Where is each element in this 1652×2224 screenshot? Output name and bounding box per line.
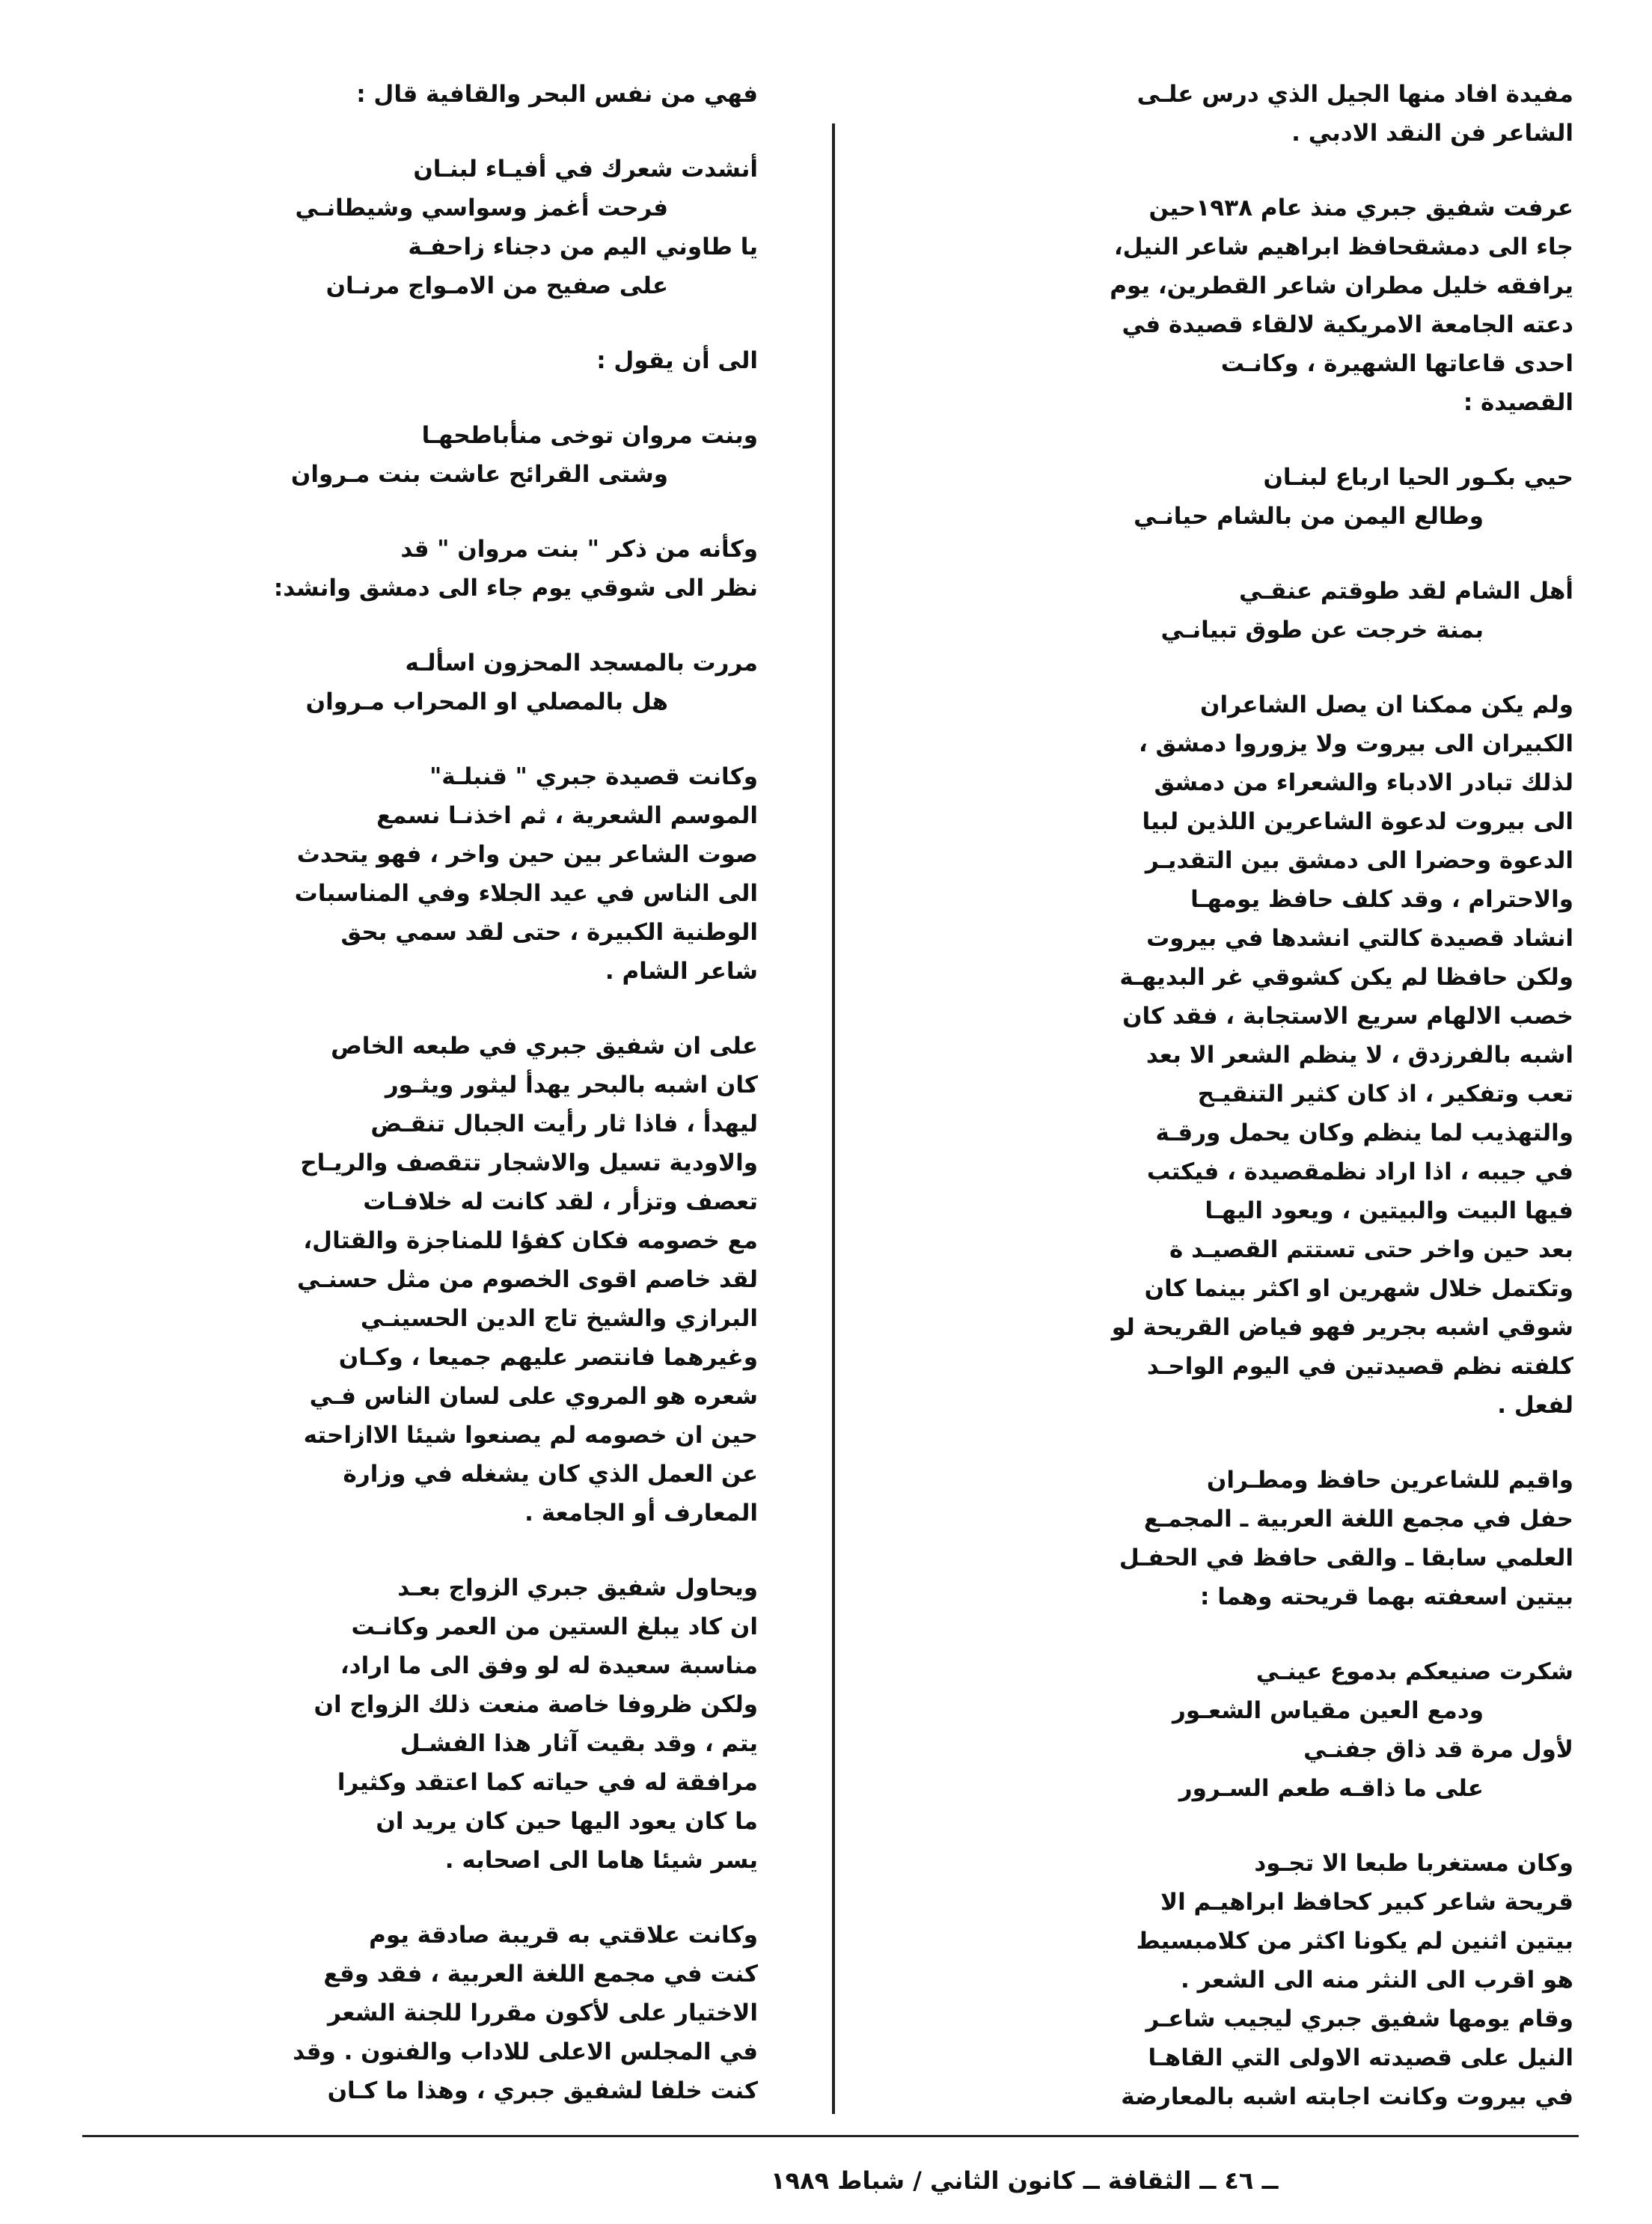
text-line: ان كاد يبلغ الستين من العمر وكانـت [351,1613,758,1640]
text-line: حفل في مجمع اللغة العربية ـ المجمـع [1143,1506,1573,1533]
text-line: كان اشبه بالبحر يهدأ ليثور ويثـور [385,1072,758,1099]
text-line: أنشدت شعرك في أفيـاء لبنـان [413,156,758,183]
text-line: يسر شيئا هاما الى اصحابه . [444,1847,758,1874]
paragraph [900,1844,1573,2116]
text-line: وبنت مروان توخى منأباطحهـا [421,422,758,449]
paragraph [900,1461,1573,1616]
text-line: اشبه بالفرزدق ، لا ينظم الشعر الا بعد [1145,1042,1573,1069]
text-line: على صفيح من الامـواج مرنـان [325,272,668,299]
text-line: وكانت قصيدة جبري " قنبلـة" [429,763,758,790]
text-line: الدعوة وحضرا الى دمشق بين التقديـر [1145,847,1573,874]
text-line: كلفته نظم قصيدتين في اليوم الواحـد [1146,1353,1573,1380]
text-line: ما كان يعود اليها حين كان يريد ان [376,1808,758,1835]
text-line: انشاد قصيدة كالتي انشدها في بيروت [1146,925,1573,952]
footer-rule [82,2135,1579,2137]
text-line: عن العمل الذي كان يشغله في وزارة [343,1461,758,1488]
text-line: بيتين اثنين لم يكونا اكثر من كلامبسيط [1136,1928,1573,1955]
text-line: النيل على قصيدته الاولى التي القاهـا [1148,2044,1573,2071]
text-line: أهل الشام لقد طوقتم عنقـي [1239,578,1573,605]
text-line: فيها البيت والبيتين ، ويعود اليهـا [1205,1197,1573,1224]
text-line: شعره هو المروي على لسان الناس فـي [309,1383,758,1410]
text-line: نظر الى شوقي يوم جاء الى دمشق وانشد: [273,575,758,602]
text-line: شكرت صنيعكم بدموع عينـي [1255,1658,1573,1685]
text-line: بمنة خرجت عن طوق تبيانـي [1160,617,1484,644]
text-line: والاحترام ، وقد كلف حافظ يومهـا [1190,886,1573,913]
text-line: شاعر الشام . [605,958,758,985]
text-line: الى أن يقول : [596,347,758,374]
text-line: هل بالمصلي او المحراب مـروان [305,688,668,715]
text-line: الكبيران الى بيروت ولا يزوروا دمشق ، [1138,730,1573,757]
text-line: فهي من نفس البحر والقافية قال : [356,81,758,108]
text-line: كنت خلفا لشفيق جبري ، وهذا ما كـان [327,2077,758,2104]
text-line: شوقي اشبه بجرير فهو فياض القريحة لو [1111,1314,1573,1341]
text-line: الشاعر فن النقد الادبي . [1291,120,1573,147]
text-line: تعصف وتزأر ، لقد كانت له خلافـات [363,1188,758,1215]
text-line: بعد حين واخر حتى تستتم القصيـد ة [1169,1236,1573,1263]
text-line: قريحة شاعر كبير كحافظ ابراهيـم الا [1160,1889,1573,1916]
text-line: وغيرهما فانتصر عليهم جميعا ، وكـان [338,1344,758,1371]
paragraph [900,685,1573,1425]
text-line: على ما ذاقـه طعم السـرور [1178,1775,1484,1802]
text-line: ودمع العين مقياس الشعـور [1172,1697,1484,1724]
text-line: يتم ، وقد بقيت آثار هذا الفشـل [400,1730,758,1757]
text-line: حيي بكـور الحيا ارباع لبنـان [1263,464,1573,491]
paragraph [85,530,758,608]
text-line: دعته الجامعة الامريكية لالقاء قصيدة في [1122,311,1573,338]
text-line: هو اقرب الى النثر منه الى الشعر . [1181,1967,1573,1994]
text-line: مفيدة افاد منها الجيل الذي درس علـى [1136,81,1573,108]
column-divider [832,123,835,2114]
text-line: احدى قاعاتها الشهيرة ، وكانـت [1220,350,1573,377]
right-column [900,75,1573,2152]
text-line: وتكتمل خلال شهرين او اكثر بينما كان [1144,1275,1573,1302]
text-line: مرافقة له في حياته كما اعتقد وكثيرا [337,1769,758,1796]
text-line: حين ان خصومه لم يصنعوا شيئا الاازاحته [303,1422,758,1449]
text-line: عرفت شفيق جبري منذ عام ١٩٣٨حين [1148,195,1573,222]
text-line: مع خصومه فكان كفؤا للمناجزة والقتال، [303,1227,758,1254]
paragraph [85,1916,758,2110]
paragraph [85,1568,758,1880]
poem-verse [900,458,1573,536]
paragraph [900,75,1573,153]
text-line: بيتين اسعفته بهما قريحته وهما : [1200,1583,1573,1610]
poem-verse [85,644,758,721]
text-line: خصب الالهام سريع الاستجابة ، فقد كان [1122,1003,1573,1030]
text-line: واقيم للشاعرين حافظ ومطـران [1206,1467,1573,1494]
text-line: ولم يكن ممكنا ان يصل الشاعران [1200,691,1573,718]
text-line: مررت بالمسجد المحزون اسألـه [405,650,758,676]
text-line: لذلك تبادر الادباء والشعراء من دمشق [1154,769,1573,796]
text-line: وكان مستغربا طبعا الا تجـود [1254,1850,1573,1877]
poem-verse [85,150,758,305]
text-line: لفعل . [1497,1392,1573,1419]
text-line: الموسم الشعرية ، ثم اخذنـا نسمع [376,802,758,829]
text-line: الى الناس في عيد الجلاء وفي المناسبات [294,880,758,907]
text-line: والتهذيب لما ينظم وكان يحمل ورقـة [1155,1119,1573,1146]
paragraph [900,189,1573,422]
text-line: ولكن ظروفا خاصة منعت ذلك الزواج ان [313,1691,758,1718]
left-column [85,75,758,2146]
poem-verse [900,572,1573,650]
poem-verse [900,1652,1573,1808]
text-line: تعب وتفكير ، اذ كان كثير التنقيـح [1197,1081,1573,1108]
text-line: صوت الشاعر بين حين واخر ، فهو يتحدث [296,841,758,868]
text-line: مناسبة سعيدة له لو وفق الى ما اراد، [340,1652,758,1679]
text-line: وطالع اليمن من بالشام حيانـي [1134,503,1484,530]
text-line: يا طاوني اليم من دجناء زاحفـة [408,233,758,260]
text-line: كنت في مجمع اللغة العربية ، فقد وقع [323,1961,758,1988]
paragraph [85,1027,758,1533]
text-line: المعارف أو الجامعة . [524,1500,758,1527]
text-line: على ان شفيق جبري في طبعه الخاص [331,1033,758,1060]
text-line: وكانت علاقتي به قريبة صادقة يوم [369,1922,758,1949]
text-line: لأول مرة قد ذاق جفنـي [1303,1736,1573,1763]
paragraph [85,75,758,114]
text-line: الوطنية الكبيرة ، حتى لقد سمي بحق [340,919,758,946]
text-line: وشتى القرائح عاشت بنت مـروان [290,461,668,488]
text-line: وكأنه من ذكر " بنت مروان " قد [400,536,758,563]
text-line: القصيدة : [1463,389,1573,416]
text-line: والاودية تسيل والاشجار تتقصف والريـاح [300,1149,758,1176]
text-line: جاء الى دمشقحافظ ابراهيم شاعر النيل، [1113,233,1573,260]
paragraph [85,757,758,991]
poem-verse [85,416,758,494]
page-footer: ــ ٤٦ ــ الثقافة ــ كانون الثاني / شباط ١٩٨٩ [771,2166,1279,2195]
text-line: لقد خاصم اقوى الخصوم من مثل حسنـي [296,1266,758,1293]
text-line: فرحت أغمز وسواسي وشيطانـي [295,195,668,222]
paragraph [85,341,758,380]
text-line: في المجلس الاعلى للاداب والفنون . وقد [293,2038,758,2065]
text-line: الى بيروت لدعوة الشاعرين اللذين لبيا [1142,808,1573,835]
text-line: يرافقه خليل مطران شاعر القطرين، يوم [1110,272,1573,299]
text-line: ليهدأ ، فاذا ثار رأيت الجبال تنقـض [370,1111,758,1137]
text-line: ويحاول شفيق جبري الزواج بعـد [397,1574,758,1601]
text-line: الاختيار على لأكون مقررا للجنة الشعر [328,2000,758,2026]
text-line: في بيروت وكانت اجابته اشبه بالمعارضة [1121,2083,1573,2110]
text-line: في جيبه ، اذا اراد نظمقصيدة ، فيكتب [1146,1158,1573,1185]
text-line: وقام يومها شفيق جبري ليجيب شاعـر [1145,2005,1573,2032]
text-line: البرازي والشيخ تاج الدين الحسينـي [360,1305,758,1332]
text-line: ولكن حافظا لم يكن كشوقي غر البديهـة [1119,964,1573,991]
text-line: العلمي سابقا ـ والقى حافظ في الحفـل [1119,1545,1573,1571]
